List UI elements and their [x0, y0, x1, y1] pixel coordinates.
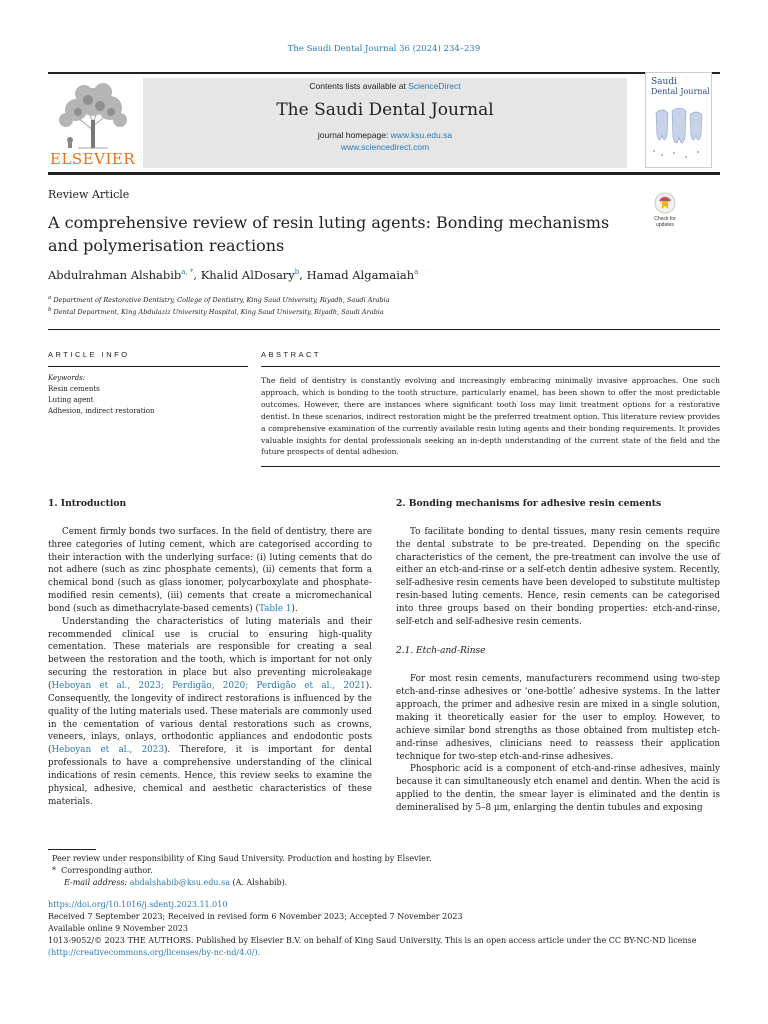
paragraph-text: ). Therefore, it is important for dental professionals to have a comprehensive understanding of the clinical indications of resin cements. Hence, this review seeks to examine the physical, adhesive, chemical and aesthetic characteristics of these materials. — [48, 745, 372, 807]
paragraph: For most resin cements, manufacturers recommend using two-step etch-and-rinse adhesives or ‘one-bottle’ adhesive systems. In the latter approach, the primer and adhesive resin are mixed in a single solution, making it theoretically easier for the user to employ. However, to achieve similar bond strengths as those obtained from multistep etch-and-rinse adhesives, clinicians need to reassess their application technique for two-step etch-and-rinse adhesives. — [396, 674, 720, 762]
author-name[interactable]: Hamad Algamaiah — [306, 268, 415, 282]
author-name[interactable]: Khalid AlDosary — [200, 268, 295, 282]
section-heading-introduction: 1. Introduction — [48, 498, 127, 509]
homepage-prefix: journal homepage: — [317, 130, 391, 140]
cover-title-line1: Saudi — [651, 77, 677, 87]
paragraph: To facilitate bonding to dental tissues, many resin cements require the dental substrate to be pre-treated. Depending on the specific characteristics of the cement, the pre-treatment can involve the use of either an etch-and-rinse or a self-etch dentin adhesive system. Recently, self-adhesive resin cements have been developed to substitute multistep resin-based luting cements. Hence, resin cements can be categorised into three groups based on their bonding properties: etch-and-rinse, self-etch and self-adhesive resin cements. — [396, 526, 720, 627]
keywords-label: Keywords: — [48, 374, 86, 382]
abstract-bottom-rule — [261, 466, 720, 467]
affiliation-b — [48, 307, 384, 316]
author-name[interactable]: Abdulrahman Alshabib — [48, 268, 182, 282]
paragraph: Phosphoric acid is a component of etch-and-rinse adhesives, mainly because it can simultaneously etch enamel and dentin. When the acid is applied to the dentin, the smear layer is eliminated and the dentin is demineralised by 5–8 μm, enlarging the dentin tubules and exposing — [396, 764, 720, 813]
license-text: 1013-9052/© 2023 THE AUTHORS. Published by Elsevier B.V. on behalf of King Saud University. This is an open access article under the CC BY-NC-ND license — [48, 936, 697, 945]
affiliation-mark: a — [48, 295, 52, 301]
subsection-heading-etch-and-rinse: 2.1. Etch-and-Rinse — [396, 645, 486, 656]
check-updates-line2: updates — [656, 222, 674, 228]
doi-link-text[interactable]: https://doi.org/10.1016/j.sdentj.2023.11.010 — [48, 900, 228, 909]
contents-prefix: Contents lists available at — [309, 81, 409, 91]
elsevier-logo[interactable] — [48, 78, 140, 168]
abstract-heading: ABSTRACT — [261, 350, 322, 359]
online-date: Available online 9 November 2023 — [48, 924, 188, 933]
check-updates-line1: Check for — [654, 216, 676, 222]
contents-line — [143, 81, 627, 91]
journal-title: The Saudi Dental Journal — [276, 100, 494, 120]
table-reference-link[interactable]: Table 1 — [258, 603, 292, 614]
asterisk: * — [52, 866, 62, 875]
license-url-link[interactable]: (http://creativecommons.org/licenses/by-nc-nd/4.0/). — [48, 948, 261, 957]
article-info-rule — [48, 366, 248, 367]
received-dates: Received 7 September 2023; Received in revised form 6 November 2023; Accepted 7 November 2023 — [48, 912, 463, 921]
author-sup[interactable]: a — [414, 268, 419, 277]
affiliation-text: Dental Department, King Abdulaziz University Hospital, King Saud University, Riyadh, Saudi Arabia — [53, 308, 384, 317]
author-sup[interactable]: b — [294, 268, 300, 277]
peer-review-note: Peer review under responsibility of King Saud University. Production and hosting by Elsevier. — [52, 854, 432, 863]
header-rule — [48, 72, 720, 74]
keyword: Adhesion, indirect restoration — [48, 407, 155, 415]
author-separator: , — [193, 268, 201, 282]
email-label: E-mail address: — [64, 878, 128, 887]
corresponding-text: Corresponding author. — [61, 866, 153, 875]
check-for-updates-badge[interactable] — [648, 192, 682, 230]
affiliation-a — [48, 295, 390, 304]
keyword: Luting agent — [48, 396, 94, 404]
article-title: A comprehensive review of resin luting agents: Bonding mechanisms and polymerisation reactions — [48, 213, 610, 255]
right-column — [396, 498, 720, 815]
email-name: (A. Alshabib). — [232, 878, 288, 887]
header-thick-rule — [48, 172, 720, 175]
homepage-line — [143, 130, 627, 140]
abstract-text: The field of dentistry is constantly evolving and increasingly embracing minimally invasive approaches. One such approach, which is bonding to the tooth structure, particularly enamel, has been shown to offer the most predictable outcomes. However, there are instances where significant tooth loss may limit treatment options for a restorative dentist. In these scenarios, indirect restoration might be the preferred treatment option. This literature review provides a comprehensive examination of the currently available resin luting agents and their bonding requirements. It provides valuable insights for dental professionals seeking an in-depth understanding of the current state of the field and the future prospects of dental adhesion. — [261, 376, 720, 457]
running-header[interactable]: The Saudi Dental Journal 36 (2024) 234–239 — [287, 44, 481, 54]
affiliation-text: Department of Restorative Dentistry, College of Dentistry, King Saud University, Riyadh, Saudi Arabia — [53, 296, 390, 305]
paragraph-text: Understanding the characteristics of luting materials and their recommended clinical use is crucial to ensuring high-quality cementation. These materials are responsible for creating a seal between the restoration and the tooth, which is important for not only securing the restoration in place but also preventing microleakage ( — [48, 616, 372, 691]
citation-link[interactable]: Heboyan et al., 2023 — [51, 745, 164, 756]
corresponding-note — [52, 865, 153, 877]
paragraph — [48, 616, 372, 809]
paragraph-text: ). Consequently, the longevity of indirect restorations is influenced by the quality of the luting materials used. These materials are commonly used in the cementation of various dental restorations such as crowns, veneers, inlays, onlays, orthodontic appliances and endodontic posts ( — [48, 680, 372, 756]
doi-link[interactable] — [48, 899, 227, 911]
journal-cover-thumbnail[interactable] — [645, 72, 712, 168]
abstract-rule — [261, 366, 720, 367]
paragraph-text: Cement firmly bonds two surfaces. In the field of dentistry, there are three categories of luting cement, which are categorised according to their interaction with the underlying surface: (i) luting cements that do not adhere (such as zinc phosphate cements), (ii) cements that form a chemical bond (such as glass ionomer, polycarboxylate and phosphate-modified resin cements), (iii) cements that create a micromechanical bond (such as dimethacrylate-based cements) ( — [48, 526, 372, 614]
author-separator: , — [299, 268, 307, 282]
article-info-heading: ARTICLE INFO — [48, 350, 130, 359]
teeth-illustration-icon — [646, 105, 711, 163]
footnote-rule — [48, 849, 96, 850]
article-type: Review Article — [48, 188, 130, 201]
email-line — [64, 877, 287, 889]
sciencedirect-link[interactable]: ScienceDirect — [408, 81, 461, 91]
check-for-updates-icon — [654, 192, 676, 214]
author-sup[interactable]: a, * — [181, 268, 194, 277]
license-url[interactable] — [48, 947, 260, 959]
keyword: Resin cements — [48, 385, 100, 393]
sciencedirect-url-link[interactable]: www.sciencedirect.com — [340, 142, 430, 152]
section-heading-bonding: 2. Bonding mechanisms for adhesive resin cements — [396, 498, 662, 509]
citation-link[interactable]: Heboyan et al., 2023; Perdigão, 2020; Perdigão et al., 2021 — [51, 680, 366, 691]
section-rule — [48, 329, 720, 330]
paragraph-text: ). — [291, 603, 298, 614]
journal-masthead — [143, 78, 627, 168]
tree-icon — [48, 80, 138, 150]
left-column — [48, 498, 372, 808]
author-list — [48, 268, 418, 282]
homepage-link[interactable]: www.ksu.edu.sa — [390, 130, 453, 140]
publisher-wordmark: ELSEVIER — [50, 150, 136, 168]
cover-title-line2: Dental Journal — [651, 87, 710, 96]
paragraph — [48, 526, 372, 616]
email-link[interactable]: abdalshabib@ksu.edu.sa — [129, 878, 230, 887]
affiliation-mark: b — [48, 307, 52, 313]
